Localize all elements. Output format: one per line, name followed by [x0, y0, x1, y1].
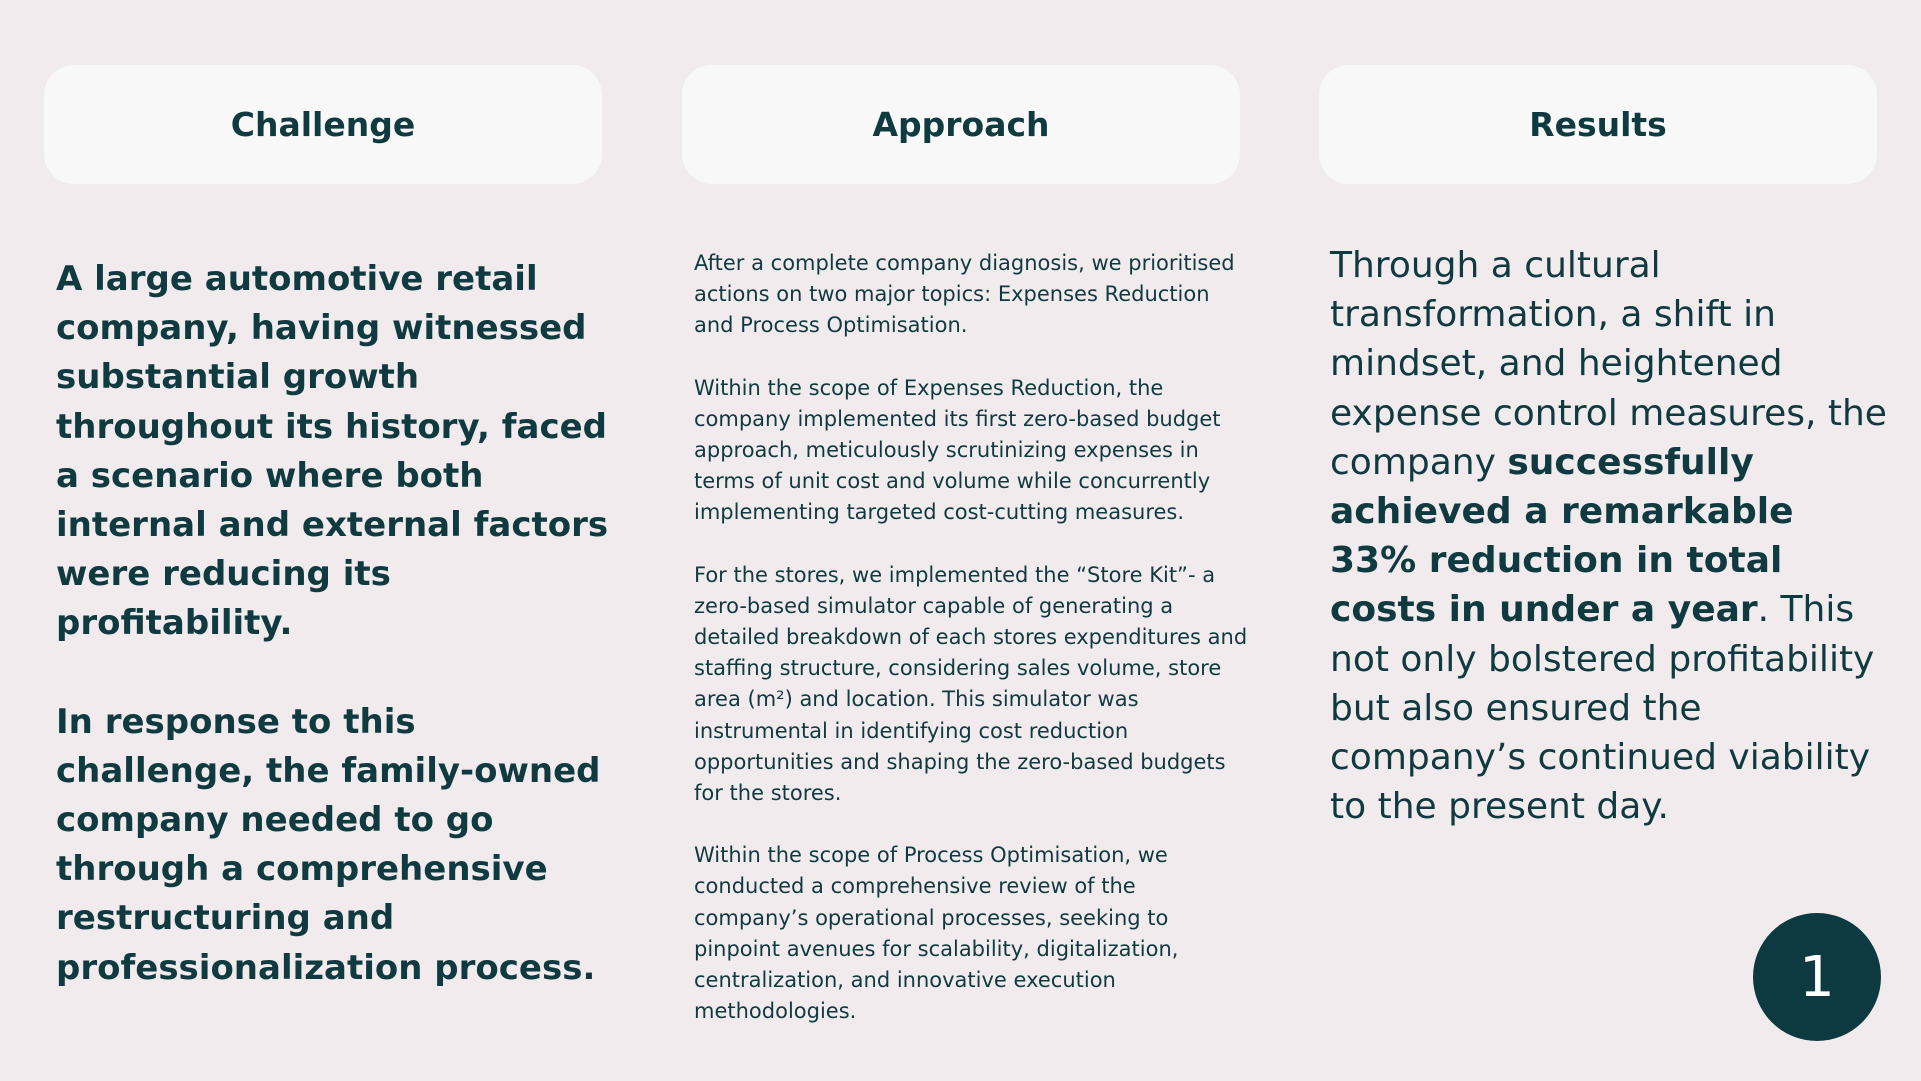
challenge-body: [56, 255, 616, 993]
challenge-paragraph-2: In response to this challenge, the family-owned company needed to go through a comprehensive restructuring and professionalization process.: [56, 701, 601, 988]
results-header-card: [1319, 65, 1877, 184]
results-title: Results: [1529, 105, 1667, 144]
approach-paragraph-4: Within the scope of Process Optimisation, we conducted a comprehensive review of the company’s operational processes, seeking to pinpoint avenues for scalability, digitalization, centralization, and innovative execution methodologies.: [694, 843, 1179, 1024]
approach-paragraph-2: Within the scope of Expenses Reduction, the company implemented its first zero-based budget approach, meticulously scrutinizing expenses in terms of unit cost and volume while concurrently implementing targeted cost-cutting measures.: [694, 375, 1221, 525]
results-text-after: . This not only bolstered profitability but also ensured the company’s continued viability to the present day.: [1330, 589, 1875, 828]
approach-body: [694, 248, 1254, 1027]
results-paragraph: [1330, 241, 1890, 831]
challenge-paragraph-1: A large automotive retail company, having witnessed substantial growth throughout its history, faced a scenario where both internal and external factors were reducing its profitability.: [56, 259, 609, 644]
challenge-header-card: [44, 65, 602, 184]
approach-title: Approach: [872, 105, 1050, 144]
approach-paragraph-1: After a complete company diagnosis, we prioritised actions on two major topics: Expenses Reduction and Process Optimisation.: [694, 251, 1235, 338]
approach-paragraph-3: For the stores, we implemented the “Store Kit”- a zero-based simulator capable of generating a detailed breakdown of each stores expenditures and staffing structure, considering sales volume, store area (m²) and location. This simulator was instrumental in identifying cost reduction opportunities and shaping the zero-based budgets for the stores.: [694, 562, 1248, 806]
results-body: [1330, 241, 1890, 831]
results-text-before: Through a cultural transformation, a shift in mindset, and heightened expense control measures, the company: [1330, 245, 1887, 483]
approach-header-card: [682, 65, 1240, 184]
page-number: 1: [1799, 944, 1835, 1010]
challenge-title: Challenge: [230, 105, 416, 144]
page-number-badge: [1753, 913, 1881, 1041]
results-highlight: successfully achieved a remarkable 33% reduction in total costs in under a year: [1330, 441, 1794, 631]
